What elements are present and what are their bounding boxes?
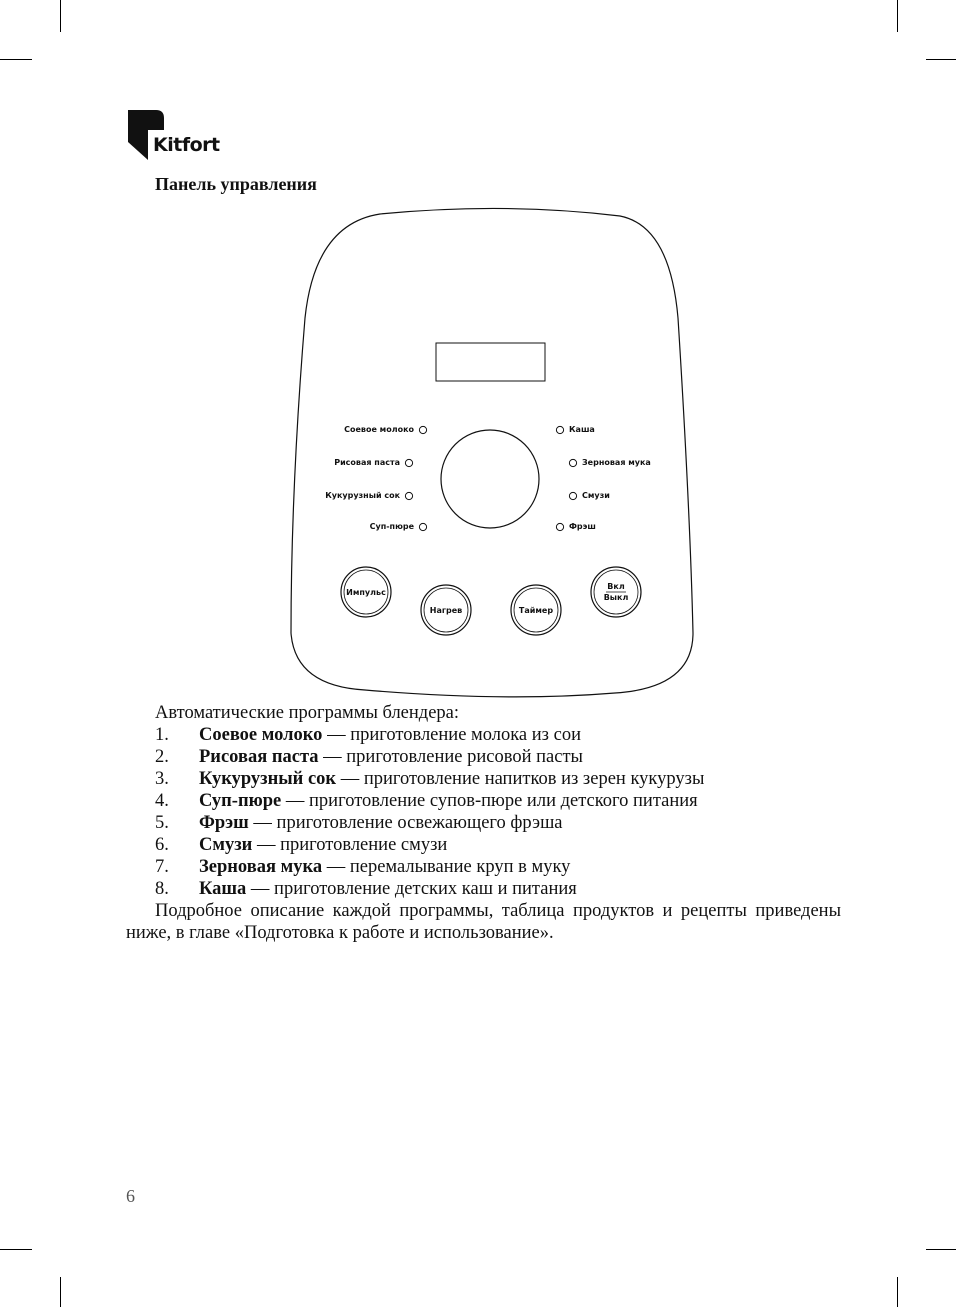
indicator-grain-flour <box>569 459 576 466</box>
programs-list <box>126 724 841 900</box>
crop-mark <box>926 59 956 60</box>
program-label-fresh: Фрэш <box>569 522 596 531</box>
list-item: 3. Кукурузный сок — приготовление напитков из зерен кукурузы <box>155 769 705 789</box>
heat-button <box>421 585 471 635</box>
power-off-label: Выкл <box>603 593 629 602</box>
indicator-fresh <box>556 523 563 530</box>
list-item: 4. Суп-пюре — приготовление супов-пюре или детского питания <box>155 791 698 811</box>
power-button <box>591 567 641 617</box>
indicator-puree-soup <box>419 523 426 530</box>
timer-button-label: Таймер <box>518 606 554 615</box>
crop-mark <box>60 1277 61 1307</box>
crop-mark <box>0 1249 32 1250</box>
program-label-smoothie: Смузи <box>582 491 610 500</box>
programs-intro: Автоматические программы блендера: <box>155 703 460 723</box>
crop-mark <box>926 1249 956 1250</box>
indicator-porridge <box>556 426 563 433</box>
heat-button-label: Нагрев <box>429 606 463 615</box>
list-item: 1. Соевое молоко — приготовление молока из сои <box>155 725 581 745</box>
panel-outline <box>291 208 693 696</box>
programs-outro: Подробное описание каждой программы, таблица продуктов и рецепты приведены ниже, в главе «Подготовка к работе и использование». <box>126 901 841 943</box>
section-heading: Панель управления <box>155 174 317 194</box>
indicator-rice-paste <box>405 459 412 466</box>
program-label-grain-flour: Зерновая мука <box>582 458 651 467</box>
crop-mark <box>897 0 898 32</box>
program-label-puree-soup: Суп-пюре <box>369 522 414 531</box>
pulse-button-label: Импульс <box>346 588 386 597</box>
control-panel-diagram <box>285 208 695 698</box>
indicator-soy-milk <box>419 426 426 433</box>
indicator-smoothie <box>569 492 576 499</box>
list-item: 7. Зерновая мука — перемалывание круп в муку <box>155 857 571 877</box>
page-number: 6 <box>126 1186 135 1206</box>
display-screen <box>436 343 545 381</box>
control-panel-svg <box>285 208 695 698</box>
brand-name: Kitfort <box>153 134 220 156</box>
crop-mark <box>897 1277 898 1307</box>
indicator-corn-juice <box>405 492 412 499</box>
list-item: 8. Каша — приготовление детских каш и питания <box>155 879 577 899</box>
power-on-label: Вкл <box>607 582 625 591</box>
program-label-porridge: Каша <box>569 425 595 434</box>
list-item: 6. Смузи — приготовление смузи <box>155 835 448 855</box>
timer-button <box>511 585 561 635</box>
program-label-rice-paste: Рисовая паста <box>334 458 400 467</box>
program-label-soy-milk: Соевое молоко <box>344 425 414 434</box>
pulse-button <box>341 567 391 617</box>
program-label-corn-juice: Кукурузный сок <box>325 491 400 500</box>
list-item: 2. Рисовая паста — приготовление рисовой пасты <box>155 747 583 767</box>
list-item: 5. Фрэш — приготовление освежающего фрэша <box>155 813 563 833</box>
crop-mark <box>60 0 61 32</box>
programs-section <box>126 702 841 944</box>
program-dial <box>441 430 539 528</box>
crop-mark <box>0 59 32 60</box>
